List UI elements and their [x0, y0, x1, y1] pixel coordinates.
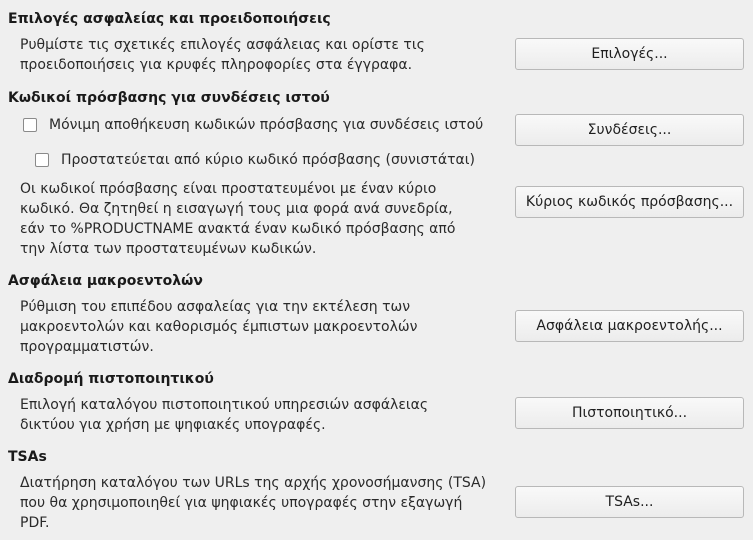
description-line: κωδικό. Θα ζητηθεί η εισαγωγή τους μια φορά ανά συνεδρία, — [20, 201, 453, 217]
persist-passwords-label[interactable]: Μόνιμη αποθήκευση κωδικών πρόσβασης για συνδέσεις ιστού — [49, 117, 484, 133]
master-password-checkbox[interactable] — [35, 153, 49, 167]
macro-security-description — [20, 297, 417, 357]
connections-button[interactable]: Συνδέσεις... — [515, 114, 744, 146]
certificate-path-description — [20, 395, 428, 435]
macro-security-button[interactable]: Ασφάλεια μακροεντολής... — [515, 310, 744, 342]
description-line: Ρύθμιση του επιπέδου ασφαλείας για την εκτέλεση των — [20, 299, 411, 315]
tsas-heading: TSAs — [8, 449, 47, 465]
description-line: PDF. — [20, 515, 50, 531]
description-line: την λίστα των προστατευμένων κωδικών. — [20, 241, 317, 257]
description-line: δικτύου για χρήση με ψηφιακές υπογραφές. — [20, 417, 326, 433]
master-password-row[interactable] — [35, 150, 475, 170]
description-line: εάν το %PRODUCTNAME ανακτά έναν κωδικό πρόσβασης από — [20, 221, 456, 237]
master-password-label[interactable]: Προστατεύεται από κύριο κωδικό πρόσβασης (συνιστάται) — [61, 152, 475, 168]
tsas-description — [20, 473, 486, 533]
persist-passwords-row[interactable] — [23, 115, 483, 135]
security-options-button[interactable]: Επιλογές... — [515, 38, 744, 70]
description-line: Ρυθμίστε τις σχετικές επιλογές ασφάλειας και ορίστε τις — [20, 37, 425, 53]
persist-passwords-checkbox[interactable] — [23, 118, 37, 132]
description-line: μακροεντολών και καθορισμός έμπιστων μακροεντολών — [20, 319, 418, 335]
description-line: Επιλογή καταλόγου πιστοποιητικού υπηρεσιών ασφάλειας — [20, 397, 429, 413]
certificate-button[interactable]: Πιστοποιητικό... — [515, 397, 744, 429]
description-line: που θα χρησιμοποιηθεί για ψηφιακές υπογραφές στην εξαγωγή — [20, 495, 463, 511]
web-passwords-description — [20, 179, 455, 259]
description-line: Διατήρηση καταλόγου των URLs της αρχής χρονοσήμανσης (TSA) — [20, 475, 487, 491]
security-options-description — [20, 35, 425, 75]
security-options-heading: Επιλογές ασφαλείας και προειδοποιήσεις — [8, 11, 331, 27]
master-password-button[interactable]: Κύριος κωδικός πρόσβασης... — [515, 186, 744, 218]
tsas-button[interactable]: TSAs... — [515, 486, 744, 518]
description-line: προειδοποιήσεις για κρυφές πληροφορίες στα έγγραφα. — [20, 57, 413, 73]
web-passwords-heading: Κωδικοί πρόσβασης για συνδέσεις ιστού — [8, 90, 330, 106]
description-line: Οι κωδικοί πρόσβασης είναι προστατευμένοι με έναν κύριο — [20, 181, 437, 197]
description-line: προγραμματιστών. — [20, 339, 154, 355]
macro-security-heading: Ασφάλεια μακροεντολών — [8, 273, 203, 289]
certificate-path-heading: Διαδρομή πιστοποιητικού — [8, 371, 214, 387]
